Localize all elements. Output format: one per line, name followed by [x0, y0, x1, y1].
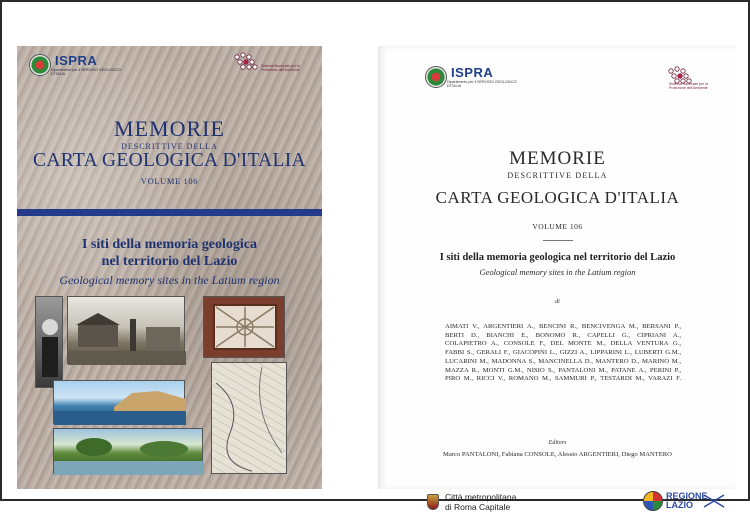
regione-lazio-logo [643, 491, 726, 511]
author-line: PIRO M., RICCI V., ROMANO M., SAMMURI P., TESTARDI M., VARAZI F. [445, 375, 681, 383]
italian-emblem-icon [425, 66, 447, 88]
ispra-wordmark: ISPRA [451, 65, 494, 80]
cover-descrittive: DESCRITTIVE DELLA [121, 142, 218, 151]
book-cover [17, 46, 322, 489]
author-list [445, 323, 681, 384]
ispra-logo [29, 54, 121, 76]
author-line: BERTI D., BIANCHI E., BONOMO R., CAPELLI G., CIPRIANI A., [445, 331, 681, 339]
author-line: MAZZA R., MONTI G.M., NISIO S., PANTALONI M., PATANE A., PERINI P., [445, 366, 681, 374]
roma-line1: Città metropolitana [445, 492, 517, 502]
lazio-swoosh-icon [702, 493, 726, 509]
titlepage-subtitle: I siti della memoria geologica nel territorio del Lazio [439, 252, 676, 263]
roma-capitale-logo [427, 492, 516, 512]
titlepage-by: di [555, 299, 560, 305]
cover-subtitle-line1: I siti della memoria geologica [82, 237, 257, 252]
ispra-department: Dipartimento per il SERVIZIO GEOLOGICO D'ITALIA [447, 80, 517, 89]
mine-buildings-photo [67, 296, 185, 364]
author-line: FABBI S., GERALI F., GIACOPINI L., GIZZI A., LIPPARINI L., LUBERTI G.M., [445, 349, 681, 357]
cover-subtitle-english: Geological memory sites in the Latium region [59, 273, 280, 287]
cover-subtitle-line2: nel territorio del Lazio [101, 254, 238, 269]
lake-landscape-photo [53, 428, 203, 474]
ispra-wordmark: ISPRA [55, 53, 98, 68]
titlepage-divider [543, 240, 573, 241]
titlepage-carta-title: CARTA GEOLOGICA D'ITALIA [435, 188, 680, 207]
ornament-grating-photo [203, 296, 285, 358]
cover-volume: VOLUME 106 [140, 176, 199, 186]
author-line: COLAPIETRO A., CONSOLE F., DEL MONTE M., DELLA VENTURA G., [445, 340, 681, 348]
snpa-caption: Sistema Nazionale per la Protezione dell'Ambiente [261, 64, 300, 73]
titlepage-subtitle-english: Geological memory sites in the Latium region [479, 267, 636, 277]
italian-emblem-icon [29, 54, 51, 76]
editors-names: Marco PANTALONI, Fabiana CONSOLE, Alessio ARGENTIERI, Diego MANTERO [443, 451, 672, 458]
cover-blue-band [17, 209, 322, 216]
author-line: AIMATI V., ARGENTIERI A., BENCINI R., BENCIVENGA M., BERSANI P., [445, 323, 681, 330]
snpa-caption: Sistema Nazionale per la Protezione dell'Ambiente [669, 82, 708, 91]
titlepage-memorie: MEMORIE [509, 148, 606, 169]
ispra-logo-titlepage [425, 66, 517, 88]
roma-shield-icon [427, 494, 439, 510]
lazio-wordmark: REGIONE LAZIO [666, 491, 708, 510]
titlepage-volume: VOLUME 106 [532, 222, 583, 231]
historic-map-photo [211, 362, 287, 474]
titlepage-descrittive: DESCRITTIVE DELLA [507, 171, 608, 180]
coastal-cliff-photo [53, 380, 185, 424]
cover-memorie: MEMORIE [114, 116, 225, 141]
snpa-network-icon [665, 66, 701, 96]
cover-carta-title: CARTA GEOLOGICA D'ITALIA [33, 150, 306, 171]
lazio-mark-icon [643, 491, 663, 511]
author-line: LUCARINI M., MADONNA S., MANCINELLA D., MANTERO D., MARINO M., [445, 357, 681, 365]
historic-portrait-photo [35, 296, 63, 388]
title-page [378, 46, 735, 512]
cover-photo-collage [35, 296, 310, 474]
editors-label: Editors [548, 440, 567, 446]
ispra-department: Dipartimento per il SERVIZIO GEOLOGICO D'ITALIA [51, 68, 121, 77]
roma-line2: di Roma Capitale [445, 502, 511, 512]
